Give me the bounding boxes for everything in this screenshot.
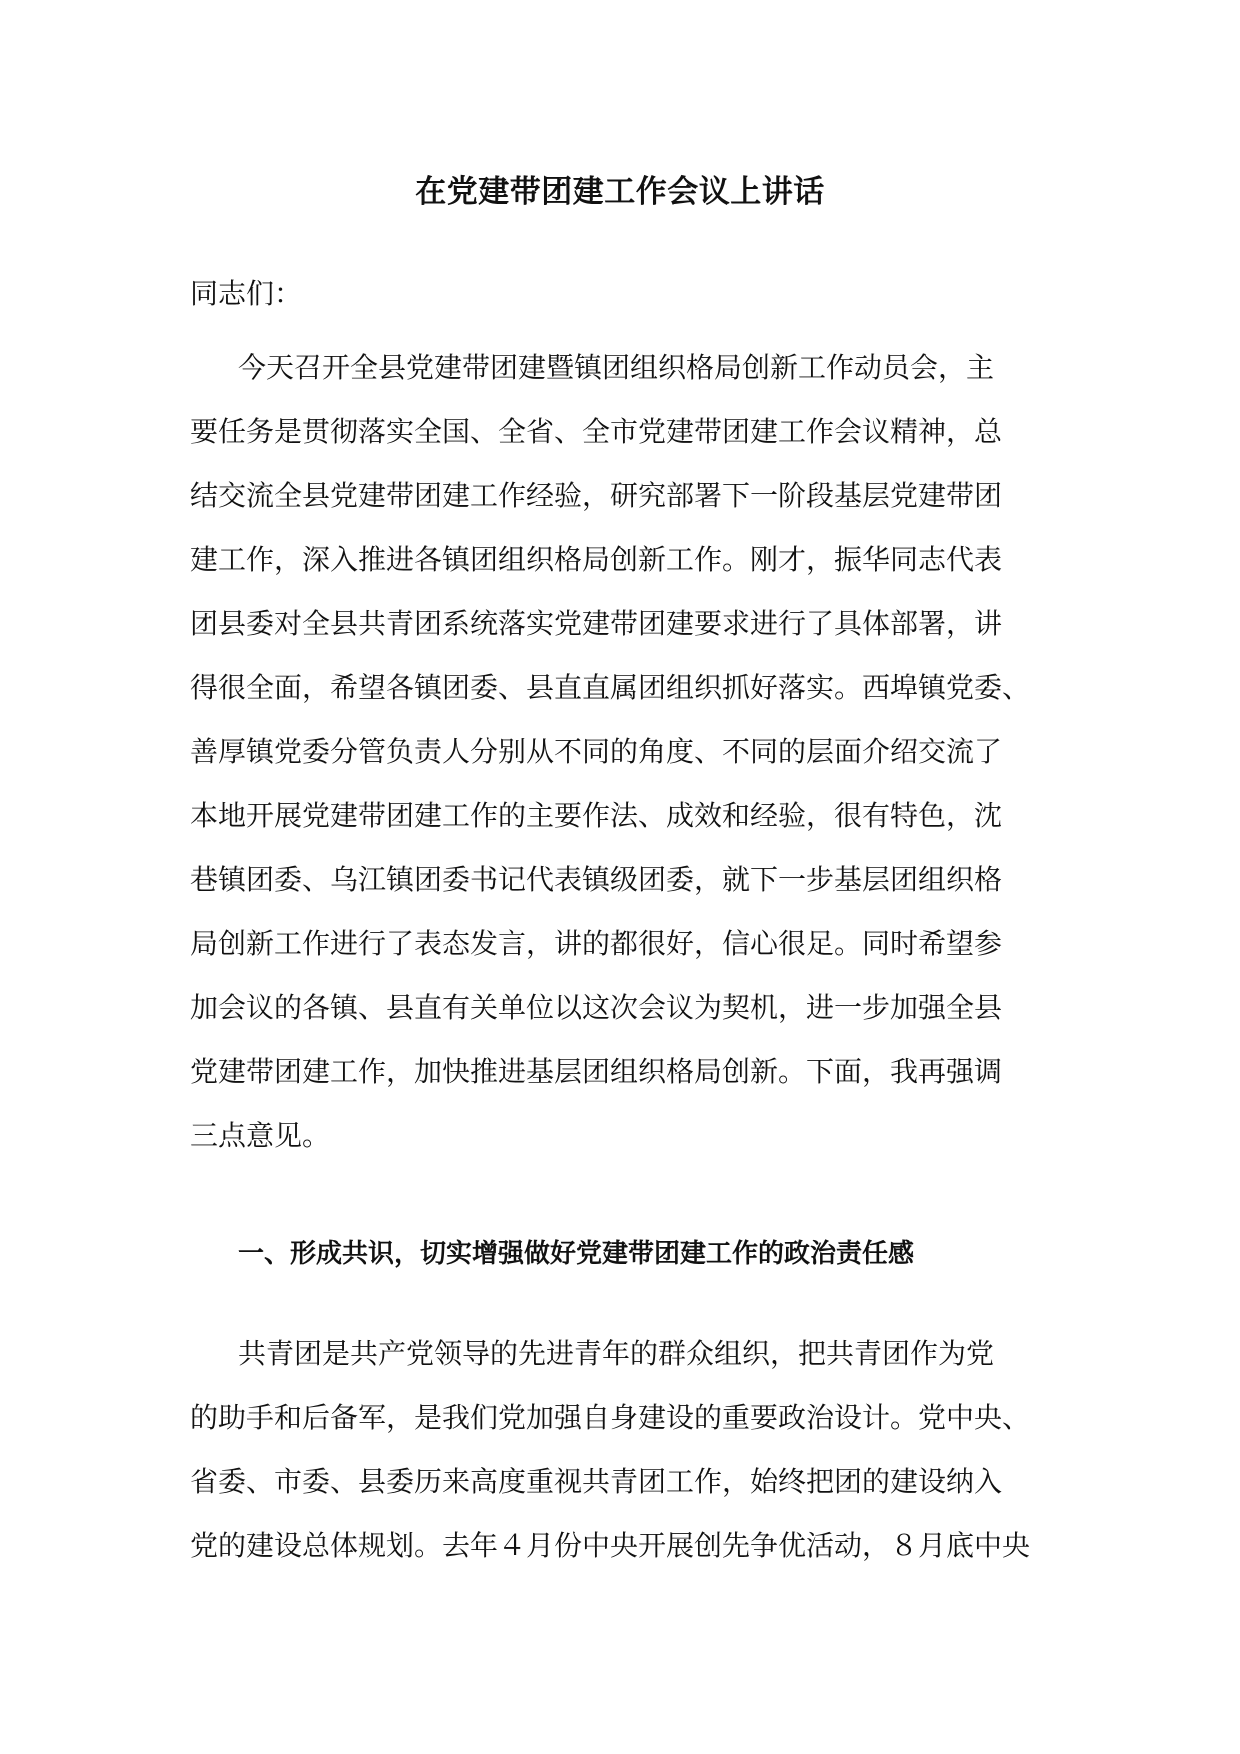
paragraph-line: 结交流全县党建带团建工作经验，研究部署下一阶段基层党建带团 [190,479,1003,512]
paragraph-line: 得很全面，希望各镇团委、县直直属团组织抓好落实。西埠镇党委、 [190,671,1031,704]
paragraph-line: 共青团是共产党领导的先进青年的群众组织，把共青团作为党 [238,1337,995,1370]
paragraph-opening [190,336,1050,1168]
paragraph-line: 善厚镇党委分管负责人分别从不同的角度、不同的层面介绍交流了 [190,735,1003,768]
paragraph-line: 的助手和后备军，是我们党加强自身建设的重要政治设计。党中央、 [190,1401,1031,1434]
paragraph-line: 巷镇团委、乌江镇团委书记代表镇级团委，就下一步基层团组织格 [190,863,1003,896]
paragraph-line: 加会议的各镇、县直有关单位以这次会议为契机，进一步加强全县 [190,991,1003,1024]
paragraph-line: 要任务是贯彻落实全国、全省、全市党建带团建工作会议精神，总 [190,415,1003,448]
section-heading-1: 一、形成共识，切实增强做好党建带团建工作的政治责任感 [238,1239,915,1269]
paragraph-line: 党的建设总体规划。去年４月份中央开展创先争优活动，８月底中央 [190,1529,1031,1562]
salutation: 同志们： [190,277,303,310]
paragraph-section-1 [190,1322,1050,1578]
paragraph-line: 省委、市委、县委历来高度重视共青团工作，始终把团的建设纳入 [190,1465,1003,1498]
paragraph-line: 团县委对全县共青团系统落实党建带团建要求进行了具体部署，讲 [190,607,1003,640]
paragraph-line: 今天召开全县党建带团建暨镇团组织格局创新工作动员会，主 [238,351,995,384]
paragraph-line: 三点意见。 [190,1119,331,1152]
paragraph-line: 党建带团建工作，加快推进基层团组织格局创新。下面，我再强调 [190,1055,1003,1088]
document-title: 在党建带团建工作会议上讲话 [415,174,825,210]
paragraph-line: 局创新工作进行了表态发言，讲的都很好，信心很足。同时希望参 [190,927,1003,960]
paragraph-line: 建工作，深入推进各镇团组织格局创新工作。刚才，振华同志代表 [190,543,1003,576]
paragraph-line: 本地开展党建带团建工作的主要作法、成效和经验，很有特色，沈 [190,799,1003,832]
